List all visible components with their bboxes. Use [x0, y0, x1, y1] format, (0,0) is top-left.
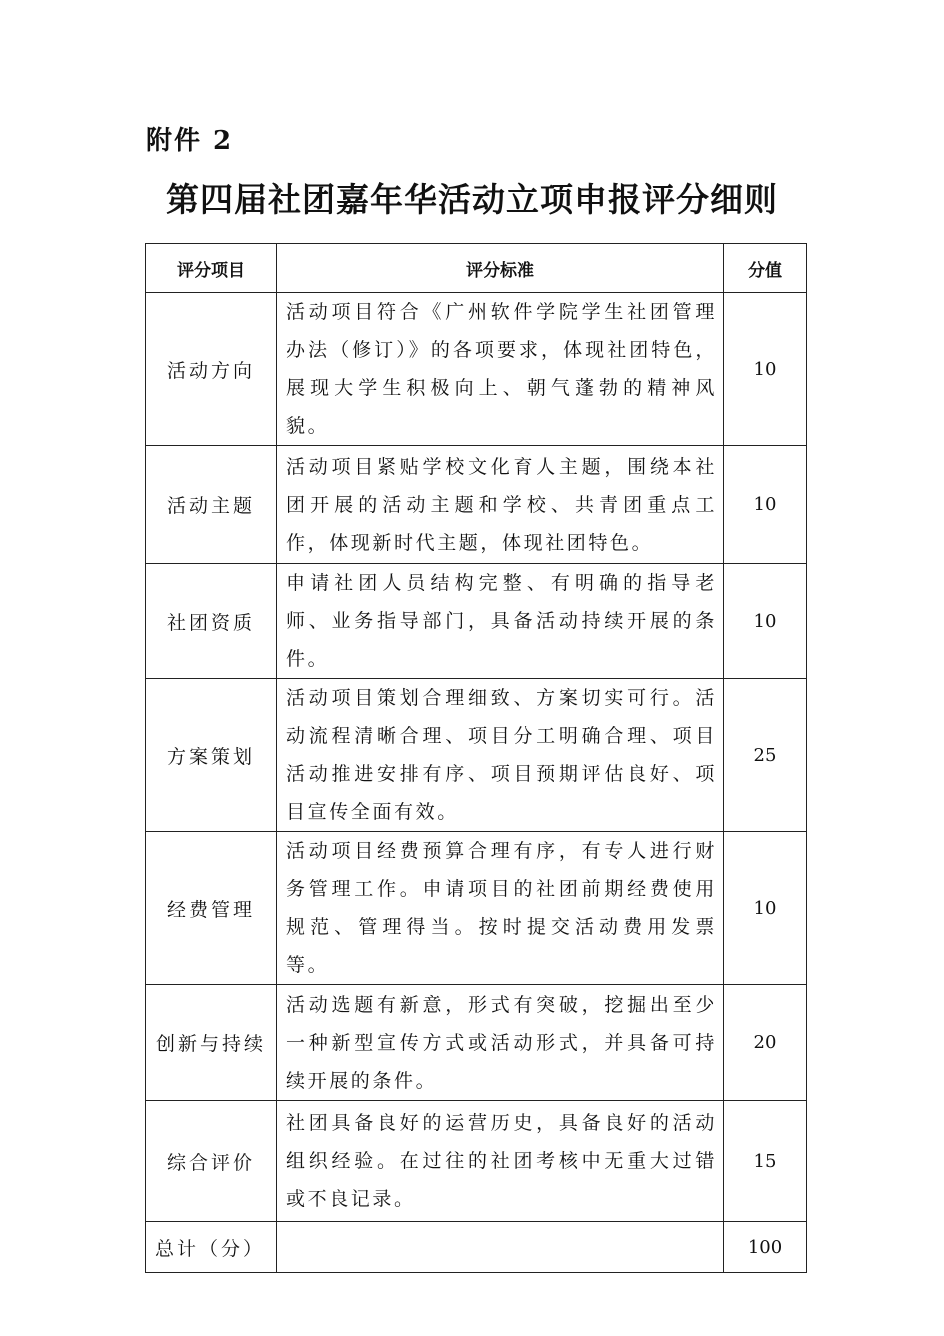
row-score: 10 [724, 293, 807, 446]
table-row [146, 1101, 807, 1222]
document-title: 第四届社团嘉年华活动立项申报评分细则 [166, 180, 778, 219]
row-criteria: 活动项目策划合理细致、方案切实可行。活动流程清晰合理、项目分工明确合理、项目活动推进安排有序、项目预期评估良好、项目宣传全面有效。 [277, 679, 724, 832]
table-header-row [146, 244, 807, 293]
row-score: 10 [724, 832, 807, 985]
row-criteria: 社团具备良好的运营历史，具备良好的活动组织经验。在过往的社团考核中无重大过错或不良记录。 [277, 1101, 724, 1222]
row-item: 活动主题 [146, 446, 277, 564]
total-label: 总计（分） [146, 1222, 277, 1273]
row-item: 综合评价 [146, 1101, 277, 1222]
table-row [146, 832, 807, 985]
row-item: 活动方向 [146, 293, 277, 446]
table-row [146, 985, 807, 1101]
table-row [146, 679, 807, 832]
row-criteria: 活动选题有新意，形式有突破，挖掘出至少一种新型宣传方式或活动形式，并具备可持续开展的条件。 [277, 985, 724, 1101]
row-score: 10 [724, 446, 807, 564]
header-score: 分值 [724, 244, 807, 293]
table-total-row [146, 1222, 807, 1273]
row-item: 方案策划 [146, 679, 277, 832]
row-score: 25 [724, 679, 807, 832]
table-row [146, 293, 807, 446]
attachment-label: 附件 2 [146, 126, 234, 156]
row-item: 创新与持续 [146, 985, 277, 1101]
row-item: 经费管理 [146, 832, 277, 985]
row-score: 15 [724, 1101, 807, 1222]
header-criteria: 评分标准 [277, 244, 724, 293]
row-score: 10 [724, 564, 807, 679]
table-row [146, 446, 807, 564]
table-row [146, 564, 807, 679]
row-score: 20 [724, 985, 807, 1101]
header-item: 评分项目 [146, 244, 277, 293]
total-criteria [277, 1222, 724, 1273]
scoring-table [145, 243, 807, 1273]
row-criteria: 活动项目符合《广州软件学院学生社团管理办法（修订）》的各项要求，体现社团特色，展现大学生积极向上、朝气蓬勃的精神风貌。 [277, 293, 724, 446]
total-score: 100 [724, 1222, 807, 1273]
row-criteria: 申请社团人员结构完整、有明确的指导老师、业务指导部门，具备活动持续开展的条件。 [277, 564, 724, 679]
row-criteria: 活动项目紧贴学校文化育人主题，围绕本社团开展的活动主题和学校、共青团重点工作，体现新时代主题，体现社团特色。 [277, 446, 724, 564]
row-item: 社团资质 [146, 564, 277, 679]
row-criteria: 活动项目经费预算合理有序，有专人进行财务管理工作。申请项目的社团前期经费使用规范、管理得当。按时提交活动费用发票等。 [277, 832, 724, 985]
